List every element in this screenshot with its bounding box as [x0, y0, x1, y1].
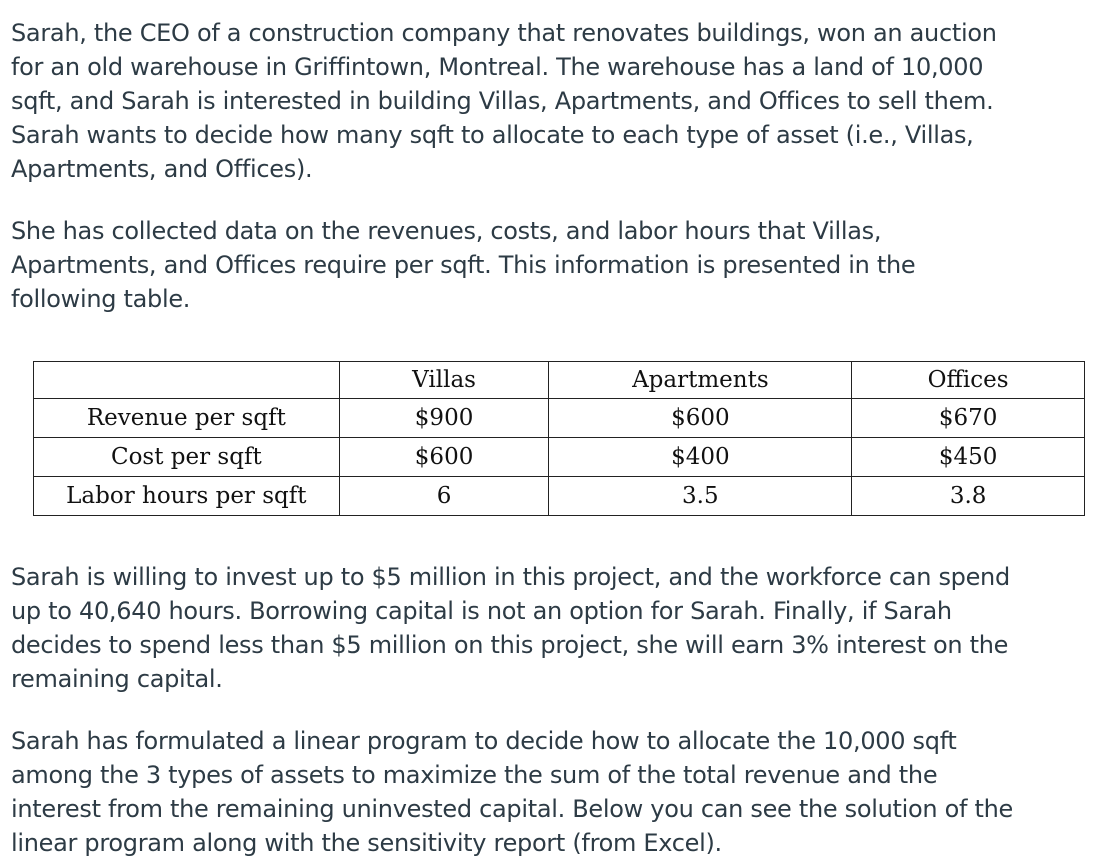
text-line: linear program along with the sensitivity report (from Excel).	[11, 829, 722, 857]
text-line: up to 40,640 hours. Borrowing capital is not an option for Sarah. Finally, if Sarah	[11, 597, 952, 625]
text-line: for an old warehouse in Griffintown, Montreal. The warehouse has a land of 10,000	[11, 53, 984, 81]
text-line: Sarah is willing to invest up to $5 million in this project, and the workforce can spend	[11, 563, 1010, 591]
table-header-apartments: Apartments	[549, 362, 852, 399]
text-line: She has collected data on the revenues, costs, and labor hours that Villas,	[11, 217, 882, 245]
table-header-villas: Villas	[339, 362, 549, 399]
table-cell: $900	[339, 399, 549, 438]
table-cell: $600	[339, 438, 549, 477]
table-cell: $670	[852, 399, 1085, 438]
text-line: Sarah wants to decide how many sqft to allocate to each type of asset (i.e., Villas,	[11, 121, 974, 149]
text-line: interest from the remaining uninvested capital. Below you can see the solution of the	[11, 795, 1013, 823]
table-header-offices: Offices	[852, 362, 1085, 399]
intro-paragraph	[11, 16, 997, 186]
text-line: among the 3 types of assets to maximize the sum of the total revenue and the	[11, 761, 938, 789]
text-line: Sarah has formulated a linear program to decide how to allocate the 10,000 sqft	[11, 727, 957, 755]
table-cell: $600	[549, 399, 852, 438]
table-row-labor	[34, 477, 1085, 516]
asset-data-table	[33, 361, 1085, 516]
constraints-paragraph	[11, 560, 1010, 696]
table-row-revenue	[34, 399, 1085, 438]
data-description-paragraph	[11, 214, 915, 316]
text-line: decides to spend less than $5 million on this project, she will earn 3% interest on the	[11, 631, 1009, 659]
table-cell: 3.8	[852, 477, 1085, 516]
text-line: remaining capital.	[11, 665, 223, 693]
table-cell: 3.5	[549, 477, 852, 516]
table-cell: $400	[549, 438, 852, 477]
row-label: Labor hours per sqft	[34, 477, 340, 516]
row-label: Revenue per sqft	[34, 399, 340, 438]
table-row-cost	[34, 438, 1085, 477]
table-cell: 6	[339, 477, 549, 516]
table-header-cell-empty	[34, 362, 340, 399]
row-label: Cost per sqft	[34, 438, 340, 477]
formulation-paragraph	[11, 724, 1013, 860]
text-line: sqft, and Sarah is interested in building Villas, Apartments, and Offices to sell them.	[11, 87, 994, 115]
text-line: Apartments, and Offices require per sqft. This information is presented in the	[11, 251, 916, 279]
table-cell: $450	[852, 438, 1085, 477]
text-line: Apartments, and Offices).	[11, 155, 313, 183]
text-line: Sarah, the CEO of a construction company that renovates buildings, won an auction	[11, 19, 997, 47]
text-line: following table.	[11, 285, 191, 313]
table-header-row	[34, 362, 1085, 399]
